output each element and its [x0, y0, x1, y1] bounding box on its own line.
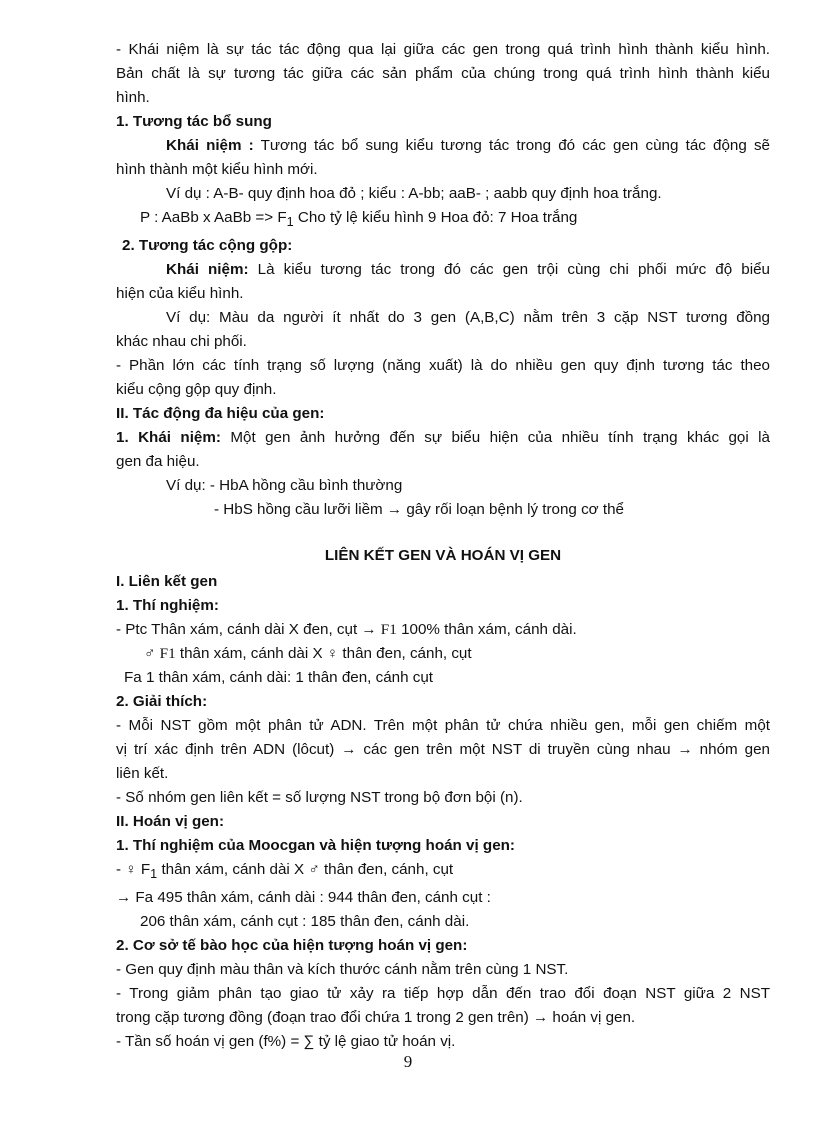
section-heading: 2. Giải thích:	[116, 693, 208, 711]
section-heading: II. Tác động đa hiệu của gen:	[116, 405, 325, 423]
text-span: F1	[380, 621, 397, 639]
text-span: - Ptc Thân xám, cánh dài X đen, cụt →	[116, 621, 381, 639]
subscript: 1	[150, 867, 158, 882]
text-line: - Phần lớn các tính trạng số lượng (năng xuất) là do nhiều gen quy định tương tác theo	[116, 357, 770, 375]
text-span: thân xám, cánh dài X ♀ thân đen, cánh, cụt	[175, 645, 472, 663]
document-body	[116, 38, 770, 1054]
text-line: - Trong giảm phân tạo giao tử xảy ra tiếp hợp dẫn đến trao đổi đoạn NST giữa 2 NST	[116, 985, 770, 1003]
text-line: trong cặp tương đồng (đoạn trao đổi chứa 1 trong 2 gen trên) → hoán vị gen.	[116, 1009, 636, 1027]
text-line: vị trí xác định trên ADN (lôcut) → các gen trên một NST di truyền cùng nhau → nhóm gen	[116, 741, 770, 759]
section-heading: 2. Tương tác cộng gộp:	[122, 237, 293, 255]
text-line: - Khái niệm là sự tác tác động qua lại giữa các gen trong quá trình hình thành kiểu hình.	[116, 41, 770, 58]
section-heading: 1. Thí nghiệm của Moocgan và hiện tượng hoán vị gen:	[116, 837, 515, 855]
text-line: Ví dụ: Màu da người ít nhất do 3 gen (A,B,C) nằm trên 3 cặp NST tương đồng	[166, 309, 770, 327]
text-span: Là kiểu tương tác trong đó các gen trội cùng chi phối mức độ biểu	[248, 261, 770, 279]
text-span: Tương tác bổ sung kiểu tương tác trong đó các gen cùng tác động sẽ	[253, 137, 770, 154]
subscript: 1	[286, 215, 294, 230]
text-line: kiểu cộng gộp quy định.	[116, 381, 277, 399]
section-heading: 2. Cơ sở tế bào học của hiện tượng hoán vị gen:	[116, 937, 468, 955]
section-heading: 1. Thí nghiệm:	[116, 597, 219, 615]
text-span: thân xám, cánh dài X ♂ thân đen, cánh, cụt	[157, 861, 454, 879]
text-span: ♂	[144, 645, 160, 663]
text-line	[116, 258, 770, 282]
text-span: Một gen ảnh hưởng đến sự biểu hiện của nhiều tính trạng khác gọi là	[220, 429, 770, 447]
document-title: LIÊN KẾT GEN VÀ HOÁN VỊ GEN	[324, 547, 562, 565]
term-label: Khái niệm:	[166, 261, 249, 279]
section-heading: 1. Tương tác bổ sung	[116, 113, 272, 130]
term-label: 1. Khái niệm:	[116, 429, 221, 447]
text-line: → Fa 495 thân xám, cánh dài : 944 thân đen, cánh cụt :	[116, 889, 491, 907]
text-span: F1	[159, 645, 176, 663]
text-span: P : AaBb x AaBb => F	[140, 209, 287, 226]
text-line: - HbS hồng cầu lưỡi liềm → gây rối loạn bệnh lý trong cơ thể	[214, 501, 624, 519]
text-line	[116, 426, 770, 450]
text-span: Cho tỷ lệ kiểu hình 9 Hoa đỏ: 7 Hoa trắng	[293, 209, 578, 226]
section-heading: I. Liên kết gen	[116, 573, 218, 591]
text-line: - Gen quy định màu thân và kích thước cánh nằm trên cùng 1 NST.	[116, 961, 569, 979]
text-line: Ví dụ : A-B- quy định hoa đỏ ; kiểu : A-bb; aaB- ; aabb quy định hoa trắng.	[166, 185, 662, 202]
text-line: Ví dụ: - HbA hồng cầu bình thường	[166, 477, 403, 495]
text-span: - ♀ F	[116, 861, 151, 879]
text-line	[116, 618, 770, 642]
text-line: Bản chất là sự tương tác giữa các sản phẩm của chúng trong quá trình hình thành kiểu	[116, 65, 770, 82]
text-line	[116, 642, 770, 666]
text-line	[116, 206, 770, 234]
section-heading: II. Hoán vị gen:	[116, 813, 225, 831]
text-line	[116, 858, 770, 886]
text-line: gen đa hiệu.	[116, 453, 200, 471]
text-line: hình thành một kiểu hình mới.	[116, 161, 318, 178]
text-line: hiện của kiểu hình.	[116, 285, 244, 303]
text-line: - Mỗi NST gồm một phân tử ADN. Trên một phân tử chứa nhiều gen, mỗi gen chiếm một	[116, 717, 770, 735]
term-label: Khái niệm :	[166, 137, 254, 154]
text-line: liên kết.	[116, 765, 169, 783]
text-line: hình.	[116, 89, 150, 106]
page-number: 9	[403, 1052, 413, 1071]
text-line: - Số nhóm gen liên kết = số lượng NST trong bộ đơn bội (n).	[116, 789, 523, 807]
text-span: 100% thân xám, cánh dài.	[396, 621, 577, 639]
text-line: 206 thân xám, cánh cụt : 185 thân đen, cánh dài.	[140, 913, 470, 931]
text-line: khác nhau chi phối.	[116, 333, 247, 351]
text-line	[116, 134, 770, 158]
text-line: Fa 1 thân xám, cánh dài: 1 thân đen, cánh cụt	[124, 669, 434, 687]
text-line: - Tần số hoán vị gen (f%) = ∑ tỷ lệ giao tử hoán vị.	[116, 1033, 456, 1051]
